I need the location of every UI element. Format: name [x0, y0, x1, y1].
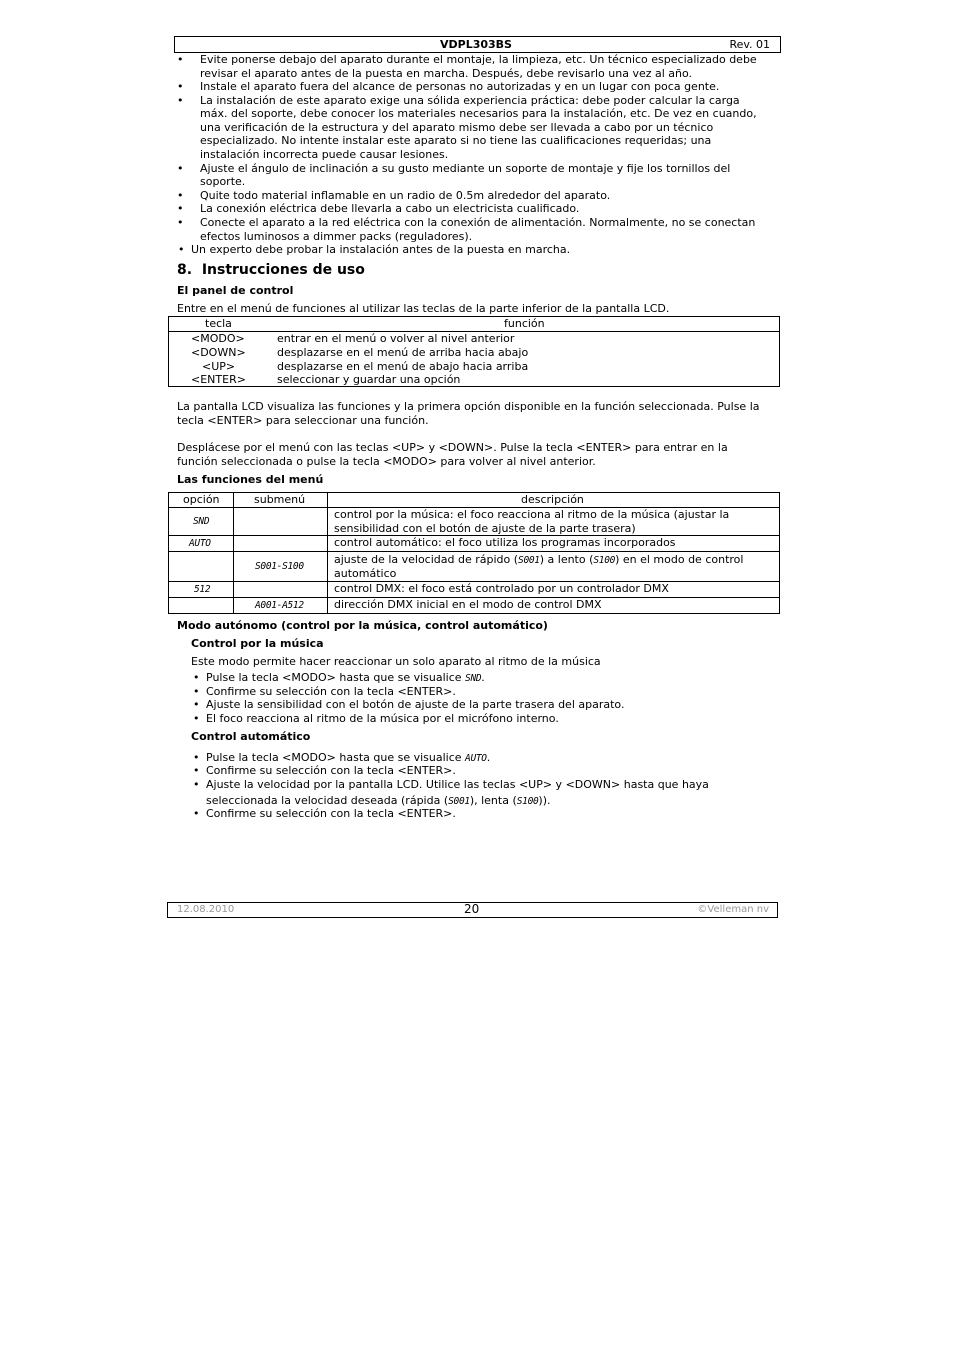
expert-line: Un experto debe probar la instalación antes de la puesta en marcha.: [191, 243, 571, 256]
text-fragment: .: [486, 751, 491, 764]
page-header: [174, 36, 781, 53]
paragraph-line: Desplácese por el menú con las teclas <UP> y <DOWN>. Pulse la tecla <ENTER> para entrar en la: [177, 441, 728, 454]
bullet-icon: •: [193, 671, 200, 684]
bullet-icon: •: [193, 778, 200, 791]
bullet-icon: •: [193, 685, 200, 698]
auto-mode-heading: Modo autónomo (control por la música, control automático): [177, 619, 548, 632]
section-title: Instrucciones de uso: [201, 262, 365, 278]
bullet-icon: •: [177, 189, 184, 202]
bullet-line: Ajuste el ángulo de inclinación a su gusto mediante un soporte de montaje y fije los tornillos del: [200, 162, 731, 175]
option-cell: 512: [194, 584, 211, 595]
bullet-icon: •: [193, 751, 200, 764]
col-rule: [233, 493, 234, 613]
description-cell: [334, 553, 743, 568]
bullet-line: Evite ponerse debajo del aparato durante el montaje, la limpieza, etc. Un técnico especializado debe: [200, 53, 757, 66]
bullet-line: instalación incorrecta puede causar lesiones.: [200, 148, 449, 161]
option-header: opción: [183, 493, 220, 506]
paragraph-line: tecla <ENTER> para seleccionar una función.: [177, 414, 429, 427]
option-cell: SND: [193, 516, 210, 527]
page-footer: [167, 902, 778, 918]
text-fragment: Pulse la tecla <MODO> hasta que se visualice: [206, 751, 466, 764]
description-cell: control automático: el foco utiliza los programas incorporados: [334, 536, 676, 549]
auto-control-heading: Control automático: [191, 730, 311, 743]
row-rule: [169, 551, 779, 552]
list-item: Confirme su selección con la tecla <ENTER>.: [206, 764, 456, 777]
bullet-icon: •: [177, 162, 184, 175]
bullet-line: máx. del soporte, debe conocer los materiales necesarios para la instalación, etc. De vez en cuando,: [200, 107, 757, 120]
text-fragment: ) en el modo de control: [615, 553, 744, 566]
page-number: 20: [464, 902, 480, 916]
bullet-line: La instalación de este aparato exige una sólida experiencia práctica: debe poder calcular la carga: [200, 94, 740, 107]
panel-heading: El panel de control: [177, 284, 294, 297]
bullet-line: La conexión eléctrica debe llevarla a cabo un electricista cualificado.: [200, 202, 580, 215]
list-item: Confirme su selección con la tecla <ENTER>.: [206, 807, 456, 820]
model-name: VDPL303BS: [440, 38, 512, 51]
music-heading: Control por la música: [191, 637, 324, 650]
function-header: función: [504, 317, 545, 330]
bullet-icon: •: [178, 243, 185, 256]
col-rule: [327, 493, 328, 613]
list-item: Ajuste la sensibilidad con el botón de ajuste de la parte trasera del aparato.: [206, 698, 625, 711]
submenu-cell: S001-S100: [255, 561, 304, 572]
key-cell: <MODO>: [191, 332, 245, 345]
lcd-code: S100: [516, 796, 539, 807]
bullet-icon: •: [177, 80, 184, 93]
bullet-icon: •: [177, 216, 184, 229]
music-intro: Este modo permite hacer reaccionar un solo aparato al ritmo de la música: [191, 655, 601, 668]
bullet-line: revisar el aparato antes de la puesta en marcha. Después, debe revisarlo una vez al año.: [200, 67, 693, 80]
submenu-header: submenú: [254, 493, 306, 506]
menu-table: [168, 492, 780, 614]
text-fragment: ), lenta (: [469, 794, 517, 807]
text-fragment: ) a lento (: [539, 553, 594, 566]
list-item: Confirme su selección con la tecla <ENTER>.: [206, 685, 456, 698]
list-item: El foco reacciona al ritmo de la música por el micrófono interno.: [206, 712, 559, 725]
lcd-code: SND: [465, 673, 482, 684]
paragraph-line: La pantalla LCD visualiza las funciones y la primera opción disponible en la función seleccionada. Pulse la: [177, 400, 760, 413]
bullet-icon: •: [193, 764, 200, 777]
key-cell: <UP>: [202, 360, 236, 373]
key-cell: <ENTER>: [191, 373, 246, 386]
menu-heading: Las funciones del menú: [177, 473, 324, 486]
key-header: tecla: [205, 317, 232, 330]
submenu-cell: A001-A512: [255, 600, 304, 611]
lcd-code: S001: [448, 796, 470, 807]
description-cell: automático: [334, 567, 397, 580]
section-number: 8.: [177, 262, 193, 278]
text-fragment: )).: [538, 794, 551, 807]
text-fragment: ajuste de la velocidad de rápido (: [334, 553, 519, 566]
lcd-code: AUTO: [465, 753, 487, 764]
revision: Rev. 01: [729, 38, 770, 51]
text-fragment: seleccionada la velocidad deseada (rápida (: [206, 794, 449, 807]
footer-copyright: ©Velleman nv: [697, 904, 769, 915]
bullet-icon: •: [177, 202, 184, 215]
bullet-line: soporte.: [200, 175, 246, 188]
option-cell: AUTO: [189, 538, 211, 549]
list-item: [206, 671, 485, 686]
function-cell: desplazarse en el menú de abajo hacia arriba: [277, 360, 529, 373]
text-fragment: .: [481, 671, 485, 684]
bullet-line: una verificación de la estructura y del aparato mismo debe ser llevada a cabo por un técnico: [200, 121, 714, 134]
bullet-line: Conecte el aparato a la red eléctrica con la conexión de alimentación. Normalmente, no se conectan: [200, 216, 756, 229]
bullet-icon: •: [177, 53, 184, 66]
description-cell: control DMX: el foco está controlado por un controlador DMX: [334, 582, 669, 595]
section-heading: [177, 262, 365, 279]
description-header: descripción: [521, 493, 584, 506]
lcd-code: S100: [593, 555, 616, 566]
footer-date: 12.08.2010: [177, 904, 235, 915]
bullet-line: especializado. No intente instalar este aparato si no tiene las cualificaciones requeridas; una: [200, 134, 712, 147]
bullet-icon: •: [193, 712, 200, 725]
panel-intro: Entre en el menú de funciones al utilizar las teclas de la parte inferior de la pantalla LCD.: [177, 302, 670, 315]
key-table: [168, 316, 780, 387]
function-cell: entrar en el menú o volver al nivel anterior: [277, 332, 515, 345]
function-cell: seleccionar y guardar una opción: [277, 373, 461, 386]
function-cell: desplazarse en el menú de arriba hacia abajo: [277, 346, 529, 359]
description-cell: sensibilidad con el botón de ajuste de la parte trasera): [334, 522, 636, 535]
description-cell: control por la música: el foco reacciona al ritmo de la música (ajustar la: [334, 508, 730, 521]
lcd-code: S001: [518, 555, 540, 566]
bullet-icon: •: [193, 698, 200, 711]
bullet-line: efectos luminosos a dimmer packs (reguladores).: [200, 230, 473, 243]
key-cell: <DOWN>: [191, 346, 246, 359]
description-cell: dirección DMX inicial en el modo de control DMX: [334, 598, 602, 611]
paragraph-line: función seleccionada o pulse la tecla <MODO> para volver al nivel anterior.: [177, 455, 596, 468]
bullet-icon: •: [193, 807, 200, 820]
text-fragment: Pulse la tecla <MODO> hasta que se visualice: [206, 671, 466, 684]
bullet-line: Instale el aparato fuera del alcance de personas no autorizadas y en un lugar con poca gente.: [200, 80, 720, 93]
bullet-line: Quite todo material inflamable en un radio de 0.5m alrededor del aparato.: [200, 189, 611, 202]
list-item: Ajuste la velocidad por la pantalla LCD. Utilice las teclas <UP> y <DOWN> hasta que haya: [206, 778, 709, 791]
bullet-icon: •: [177, 94, 184, 107]
